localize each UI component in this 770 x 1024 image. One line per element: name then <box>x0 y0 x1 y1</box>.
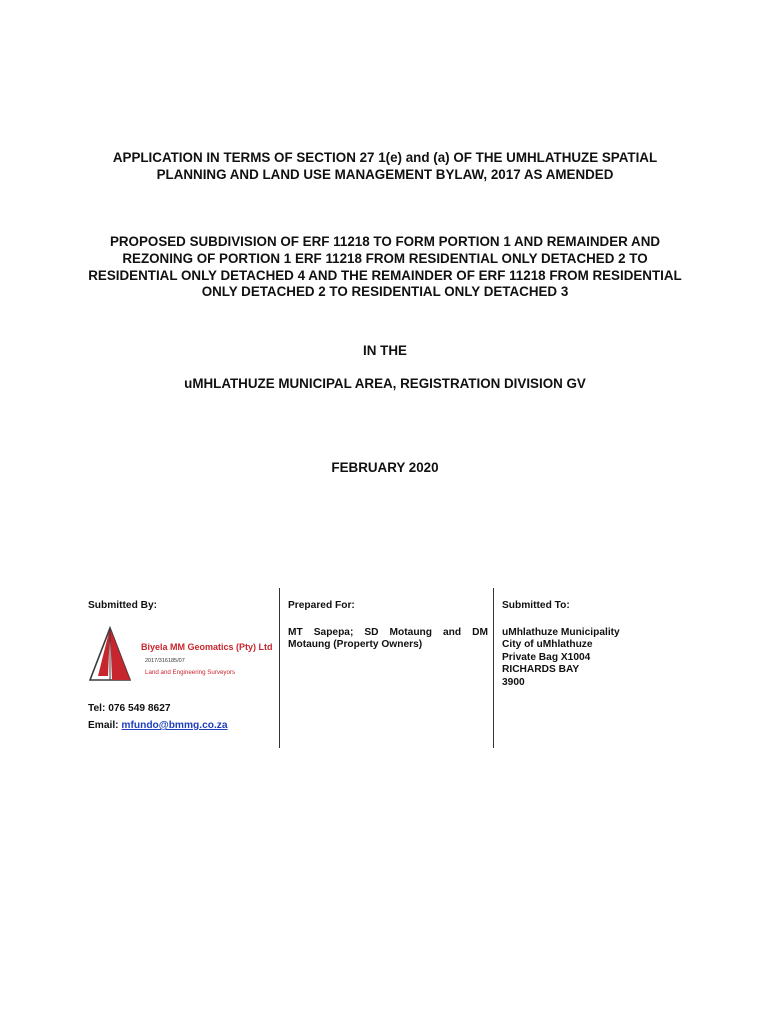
address-line: RICHARDS BAY <box>502 664 580 676</box>
prepared-for-column <box>288 600 488 652</box>
email-label: Email: <box>88 720 119 731</box>
column-divider <box>493 588 494 748</box>
address-line: Private Bag X1004 <box>502 651 591 663</box>
submitted-by-label: Submitted By: <box>88 600 158 611</box>
proposal-heading <box>80 234 690 301</box>
prepared-for-text: MT Sapepa; SD Motaung and DM Motaung (Property Owners) <box>288 626 488 651</box>
logo-company-name: Biyela MM Geomatics (Pty) Ltd <box>141 642 273 652</box>
prepared-for-label: Prepared For: <box>288 600 355 611</box>
in-the-heading <box>80 343 690 360</box>
column-divider <box>279 588 280 748</box>
submitted-to-column <box>502 600 702 690</box>
proposal-heading-text: PROPOSED SUBDIVISION OF ERF 11218 TO FORM PORTION 1 AND REMAINDER AND REZONING OF PORTION 1 ERF 11218 FROM RESIDENTIAL ONLY DETACHED 2 TO RESIDENTIAL ONLY DETACHED 4 AND THE REMAINDER OF ERF 11218 FROM RESIDENTIAL ONLY DETACHED 2 TO RESIDENTIAL ONLY DETACHED 3 <box>88 234 682 300</box>
municipal-area-heading <box>80 376 690 393</box>
tel-number: 076 549 8627 <box>108 703 171 714</box>
in-the-text: IN THE <box>363 343 407 358</box>
address-line: uMhlathuze Municipality <box>502 626 620 638</box>
address-line: 3900 <box>502 676 525 688</box>
submitted-to-label: Submitted To: <box>502 600 570 611</box>
email-link[interactable]: mfundo@bmmg.co.za <box>121 720 228 731</box>
logo-reg-number: 2017/316185/07 <box>145 658 185 664</box>
submitted-by-column <box>88 600 273 627</box>
email-line <box>88 717 228 734</box>
municipal-area-text: uMHLATHUZE MUNICIPAL AREA, REGISTRATION DIVISION GV <box>184 376 586 391</box>
logo-mark-icon <box>88 624 273 684</box>
application-heading-text: APPLICATION IN TERMS OF SECTION 27 1(e) and (a) OF THE UMHLATHUZE SPATIAL PLANNING AND LAND USE MANAGEMENT BYLAW, 2017 AS AMENDED <box>112 150 658 182</box>
address-line: City of uMhlathuze <box>502 639 593 651</box>
logo-tagline: Land and Engineering Surveyors <box>145 669 236 676</box>
application-heading <box>80 150 690 184</box>
company-logo <box>88 624 273 684</box>
contact-info <box>88 700 228 734</box>
tel-label: Tel: <box>88 703 106 714</box>
date-text: FEBRUARY 2020 <box>331 460 439 475</box>
date-heading <box>80 460 690 477</box>
tel-line <box>88 700 228 717</box>
